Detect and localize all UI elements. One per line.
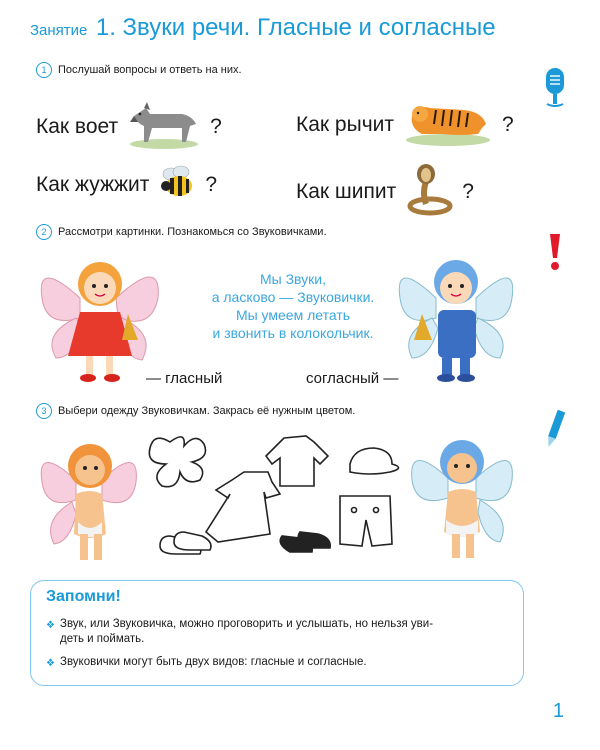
remember-title: Запомни! [46,588,121,605]
consonant-label: согласный — [306,370,399,387]
poem-line: Мы Звуки, [259,271,327,287]
remember-box [30,580,524,686]
question-bee [36,162,217,208]
diamond-bullet-icon: ❖ [46,620,55,631]
exclamation-icon [544,232,566,277]
lesson-title: 1. Звуки речи. Гласные и согласные [95,14,496,41]
remember-item [46,655,516,671]
remember-item-text: Звук, или Звуковичка, можно проговорить и услышать, но нельзя уви- деть и поймать. [60,618,434,645]
question-wolf [36,96,222,158]
question-tiger [296,96,514,154]
cobra-picture [404,162,454,222]
page-title [30,14,496,42]
question-text: Как шипит [296,180,397,203]
task-number: 3 [36,403,52,419]
task-text: Послушай вопросы и ответь на них. [58,64,242,76]
poem-line: а ласково — Звуковички. [211,289,375,305]
vowel-fairy-undressed-picture [36,430,144,575]
consonant-fairy-undressed-picture [404,428,520,573]
poem-line: Мы умеем летать [235,307,351,323]
question-mark: ? [210,115,222,138]
question-mark: ? [502,113,514,136]
vowel-label: — гласный [146,370,223,387]
clothes-to-color-picture [140,424,400,579]
task-1-header [36,62,242,78]
poem-line: и звонить в колокольчик. [212,325,374,341]
question-text: Как воет [36,115,119,138]
task-number: 1 [36,62,52,78]
question-mark: ? [462,180,474,203]
tiger-picture [402,96,494,154]
microphone-icon [544,66,566,115]
remember-item-text: Звуковички могут быть двух видов: гласные и согласные. [60,656,367,668]
task-number: 2 [36,224,52,240]
task-text: Выбери одежду Звуковичкам. Закрась её нужным цветом. [58,405,356,417]
task-3-header [36,403,355,419]
question-text: Как жужжит [36,173,150,196]
poem [198,270,388,342]
remember-item [46,617,516,647]
bee-picture [157,162,197,208]
pencil-icon [544,408,566,455]
task-2-header [36,224,327,240]
page-number: 1 [552,700,564,722]
question-mark: ? [205,173,218,196]
diamond-bullet-icon: ❖ [46,658,55,669]
question-text: Как рычит [296,113,394,136]
task-text: Рассмотри картинки. Познакомься со Звуковичками. [58,226,327,238]
wolf-picture [126,96,202,158]
lesson-word: Занятие [30,22,88,39]
consonant-fairy-picture [392,248,522,393]
question-cobra [296,162,474,222]
